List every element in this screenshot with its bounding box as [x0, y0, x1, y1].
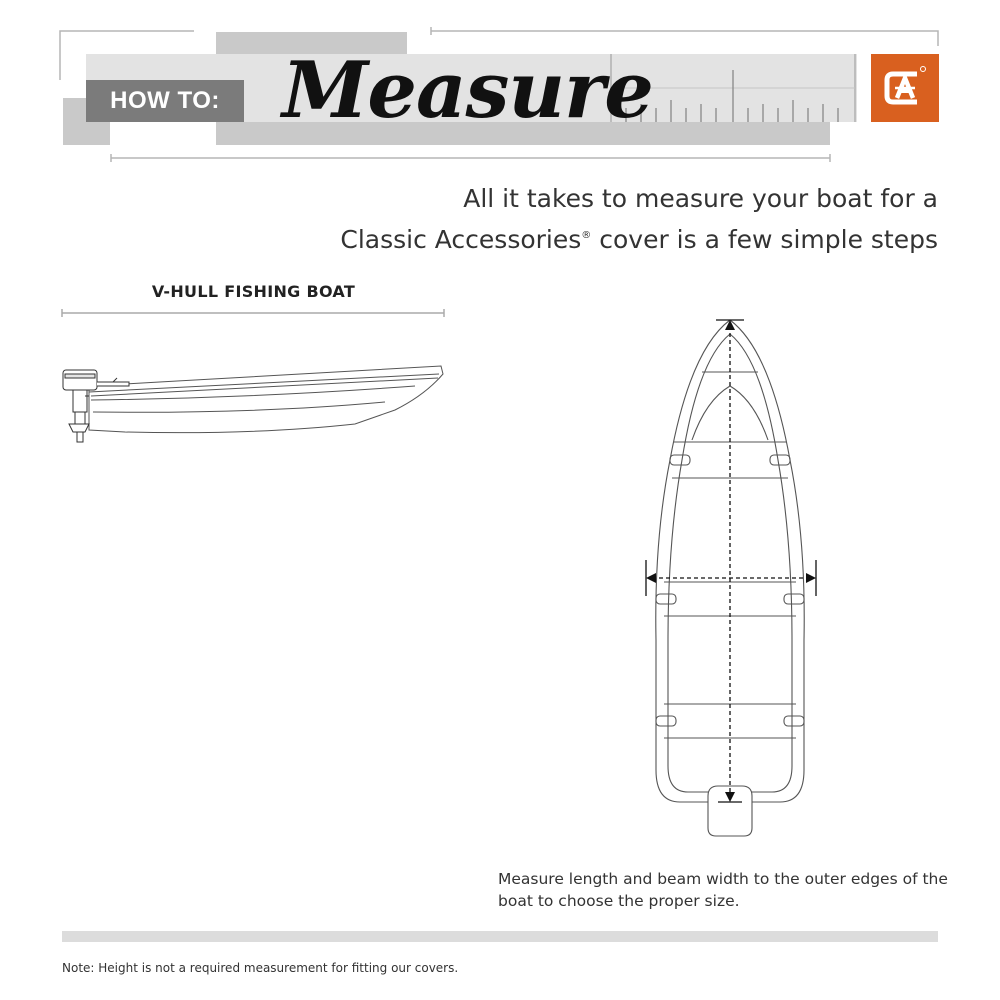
intro-line-1: All it takes to measure your boat for a [463, 184, 938, 213]
footnote: Note: Height is not a required measurement for fitting our covers. [62, 961, 459, 975]
page-title: Measure [282, 45, 653, 136]
top-view-boat-illustration [630, 310, 830, 850]
footer-divider [62, 931, 938, 942]
measure-instructions: Measure length and beam width to the outer edges of the boat to choose the proper size. [498, 870, 948, 910]
brand-name: Classic Accessories [340, 225, 582, 254]
brand-logo [871, 54, 939, 122]
intro-text [330, 180, 938, 258]
registered-mark: ® [581, 230, 592, 241]
intro-line-2-rest: cover is a few simple steps [591, 225, 938, 254]
ca-logo-icon [871, 54, 939, 122]
side-view-boat-illustration [55, 300, 455, 450]
how-to-label: HOW TO: [86, 80, 244, 122]
boat-type-label: V-HULL FISHING BOAT [151, 282, 356, 301]
intro-line-2 [330, 217, 938, 258]
